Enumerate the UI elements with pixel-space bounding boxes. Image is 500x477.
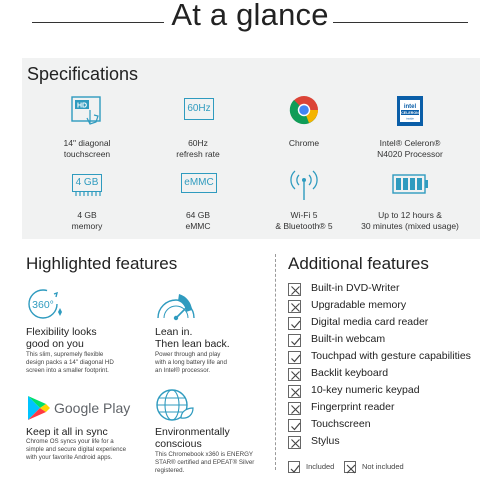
legend-included-label: Included [306,462,335,471]
memory-icon: 4 GB [32,168,142,208]
svg-text:HD: HD [76,102,88,110]
intel-celeron-badge-icon [355,96,465,136]
feature-label: 10-key numeric keypad [311,384,420,396]
spec-label: Wi-Fi 5 & Bluetooth® 5 [275,210,333,231]
check-icon [288,317,301,330]
feature-sync [26,388,148,470]
feature-label: Digital media card reader [311,316,429,328]
highlighted-features-heading: Highlighted features [26,254,178,273]
feature-title: Keep it all in sync [26,426,108,438]
feature-title: Flexibility looks good on you [26,326,97,350]
feature-legend [288,460,488,474]
additional-features-heading: Additional features [288,254,429,273]
svg-text:inside: inside [406,116,414,121]
title-rule-right [333,22,468,23]
title-row [0,0,500,34]
refresh-rate-icon: 60Hz [143,96,253,136]
check-icon [288,351,301,364]
globe-leaf-icon [155,388,277,428]
feature-row [288,298,488,315]
check-icon [288,334,301,347]
feature-row [288,383,488,400]
feature-row [288,332,488,349]
feature-title: Lean in. Then lean back. [155,326,230,350]
feature-label: Fingerprint reader [311,401,395,413]
storage-emmc-icon: eMMC [143,168,253,208]
feature-description: Power through and play with a long battery life and an Intel® processor. [155,351,227,374]
feature-battery-performance [155,288,277,374]
cross-icon [288,300,301,313]
chrome-logo-icon [249,96,359,136]
feature-label: Built-in webcam [311,333,386,345]
legend-not-included-label: Not included [362,462,404,471]
feature-environment [155,388,277,474]
additional-features-list [288,281,488,451]
rotate-360-icon [26,288,148,328]
cross-icon [288,436,301,449]
feature-row [288,366,488,383]
specifications-panel [22,58,480,239]
cross-icon [288,385,301,398]
feature-label: Built-in DVD-Writer [311,282,400,294]
feature-flexibility [26,288,148,374]
feature-title: Environmentally conscious [155,426,230,450]
svg-text:intel: intel [403,104,417,110]
section-divider [275,254,276,470]
specifications-heading: Specifications [27,64,139,84]
wifi-bluetooth-icon [249,168,359,208]
feature-row [288,315,488,332]
cross-icon [288,368,301,381]
cross-icon [344,461,356,473]
spec-label: 4 GB memory [71,210,103,231]
feature-row [288,434,488,451]
svg-text:CELERON: CELERON [401,111,419,115]
touchscreen-hd-icon [32,96,142,136]
check-icon [288,419,301,432]
spec-label: 64 GB eMMC [185,210,211,231]
feature-description: This Chromebook x360 is ENERGY STAR® certified and EPEAT® Silver registered. [155,451,255,474]
feature-description: This slim, supremely flexible design packs a 14" diagonal HD screen into a smaller footprint. [26,351,114,374]
google-play-wordmark: Google Play [54,400,131,416]
cross-icon [288,402,301,415]
cross-icon [288,283,301,296]
feature-row [288,281,488,298]
spec-label: 14" diagonal touchscreen [63,138,111,159]
feature-row [288,349,488,366]
spec-label: Chrome [288,138,320,148]
google-play-logo-icon [26,388,148,428]
spec-label: Intel® Celeron® N4020 Processor [377,138,443,159]
feature-row [288,417,488,434]
feature-label: Touchscreen [311,418,371,430]
spec-label: Up to 12 hours & 30 minutes (mixed usage) [361,210,459,231]
feature-row [288,400,488,417]
feature-label: Backlit keyboard [311,367,389,379]
rotate-360-label: 360° [32,299,54,311]
page-title: At a glance [171,0,329,32]
battery-icon [355,168,465,208]
speedometer-icon [155,288,277,328]
check-icon [288,461,300,473]
feature-label: Upgradable memory [311,299,407,311]
spec-label: 60Hz refresh rate [176,138,220,159]
feature-label: Stylus [311,435,340,447]
feature-label: Touchpad with gesture capabilities [311,350,471,362]
feature-description: Chrome OS syncs your life for a simple and secure digital experience with your favorite Android apps. [26,438,127,461]
